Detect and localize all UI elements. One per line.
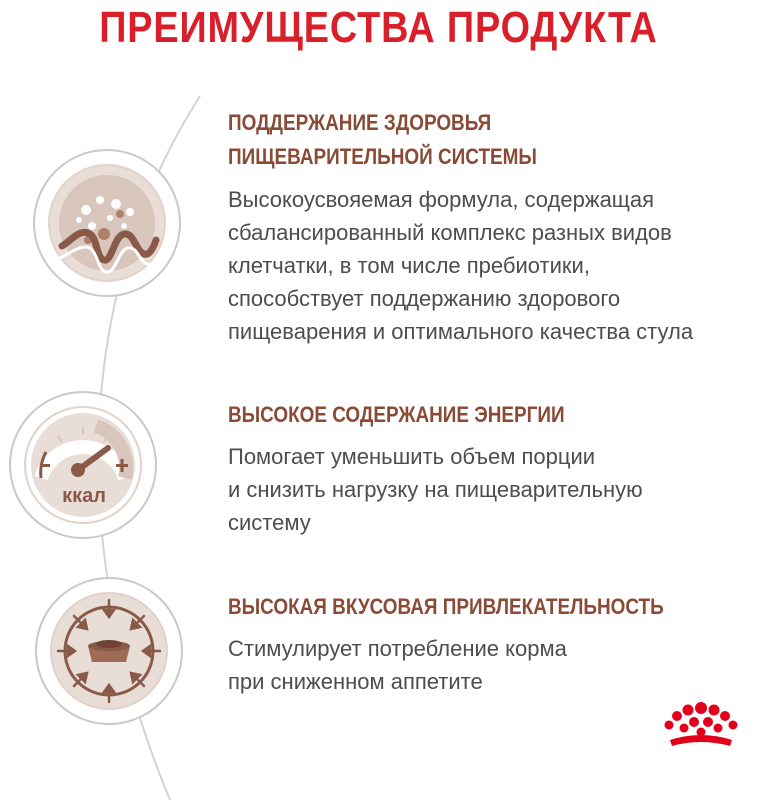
energy-gauge-icon	[8, 390, 158, 540]
feature-text-palatability: Стимулирует потребление корма при сниженном аппетите	[228, 636, 567, 694]
feature-text-energy: Помогает уменьшить объем порции и снизить нагрузку на пищеварительную систему	[228, 444, 643, 535]
royal-canin-crown-icon	[660, 700, 742, 758]
kcal-label: ккал	[62, 485, 106, 507]
feature-title-digestive: ПОДДЕРЖАНИЕ ЗДОРОВЬЯ ПИЩЕВАРИТЕЛЬНОЙ СИСТЕМЫ	[228, 110, 537, 169]
page-title: ПРЕИМУЩЕСТВА ПРОДУКТА	[99, 3, 658, 52]
feature-title-palatability: ВЫСОКАЯ ВКУСОВАЯ ПРИВЛЕКАТЕЛЬНОСТЬ	[228, 594, 664, 619]
digestive-health-icon	[32, 148, 182, 298]
feature-title-energy: ВЫСОКОЕ СОДЕРЖАНИЕ ЭНЕРГИИ	[228, 402, 565, 427]
palatability-bowl-icon	[34, 576, 184, 726]
feature-text-digestive: Высокоусвояемая формула, содержащая сбалансированный комплекс разных видов клетчатки, в том числе пребиотики, способствует поддержанию здорового пищеварения и оптимального качества стула	[228, 187, 694, 344]
